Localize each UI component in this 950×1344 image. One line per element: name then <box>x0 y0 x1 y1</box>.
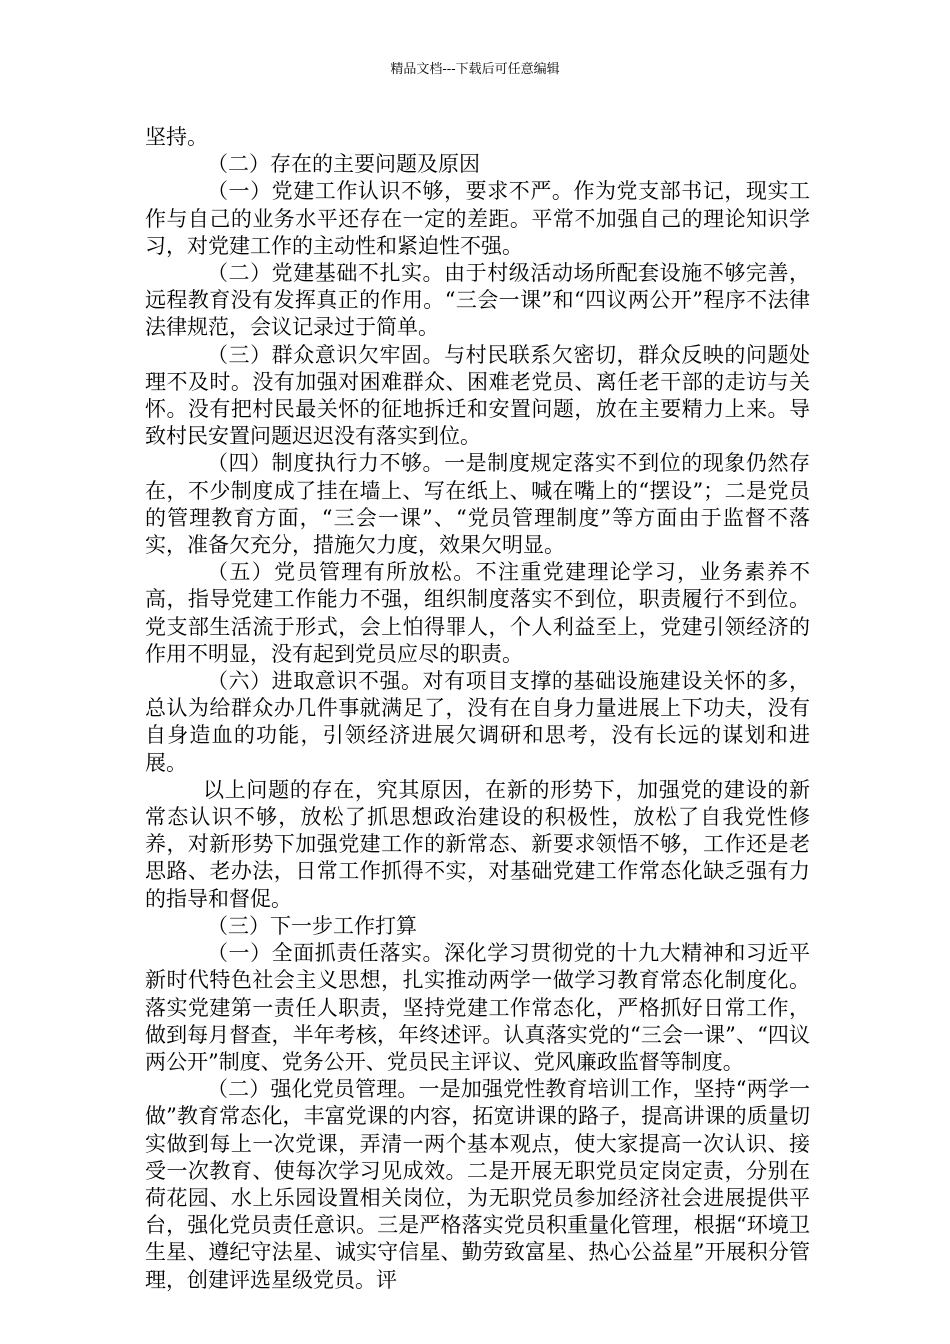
paragraph-plan-2: （二）强化党员管理。一是加强党性教育培训工作，坚持“两学一做”教育常态化，丰富党课的内容，拓宽讲课的路子，提高讲课的质量切实做到每上一次党课，弄清一两个基本观点，使大家提高一次认识、接受一次教育、使每次学习见成效。二是开展无职党员定岗定责，分别在荷花园、水上乐园设置相关岗位，为无职党员参加经济社会进展提供平台，强化党员责任意识。三是严格落实党员积重量化管理，根据“环境卫生星、遵纪守法星、诚实守信星、勤劳致富星、热心公益星”开展积分管理，创建评选星级党员。评 <box>145 1077 810 1292</box>
paragraph-problem-3: （三）群众意识欠牢固。与村民联系欠密切，群众反映的问题处理不及时。没有加强对困难群众、困难老党员、离任老干部的走访与关怀。没有把村民最关怀的征地拆迁和安置问题，放在主要精力上来。导致村民安置问题迟迟没有落实到位。 <box>145 342 810 449</box>
paragraph-problem-2: （二）党建基础不扎实。由于村级活动场所配套设施不够完善，远程教育没有发挥真正的作用。“三会一课”和“四议两公开”程序不法律法律规范，会议记录过于简单。 <box>145 261 810 340</box>
section-heading-problems: （二）存在的主要问题及原因 <box>207 152 480 177</box>
document-body <box>145 124 810 1294</box>
paragraph-plan-1: （一）全面抓责任落实。深化学习贯彻党的十九大精神和习近平新时代特色社会主义思想，扎实推动两学一做学习教育常态化制度化。落实党建第一责任人职责，坚持党建工作常态化，严格抓好日常工作，做到每月督查，半年考核，年终述评。认真落实党的“三会一课”、“四议两公开”制度、党务公开、党员民主评议、党风廉政监督等制度。 <box>145 941 810 1074</box>
paragraph-problem-1: （一）党建工作认识不够，要求不严。作为党支部书记，现实工作与自己的业务水平还存在一定的差距。平常不加强自己的理论知识学习，对党建工作的主动性和紧迫性不强。 <box>145 179 810 258</box>
paragraph-causes: 以上问题的存在，究其原因，在新的形势下，加强党的建设的新常态认识不够，放松了抓思想政治建设的积极性，放松了自我党性修养，对新形势下加强党建工作的新常态、新要求领悟不够，工作还是老思路、老办法，日常工作抓得不实，对基础党建工作常态化缺乏强有力的指导和督促。 <box>145 777 810 911</box>
paragraph-continuation: 坚持。 <box>145 125 208 149</box>
page-header: 精品文档---下载后可任意编辑 <box>390 62 560 77</box>
paragraph-problem-5: （五）党员管理有所放松。不注重党建理论学习，业务素养不高，指导党建工作能力不强，组织制度落实不到位，职责履行不到位。党支部生活流于形式，会上怕得罪人，个人利益至上，党建引领经济的作用不明显，没有起到党员应尽的职责。 <box>145 560 810 666</box>
paragraph-problem-4: （四）制度执行力不够。一是制度规定落实不到位的现象仍然存在，不少制度成了挂在墙上、写在纸上、喊在嘴上的“摆设”；二是党员的管理教育方面，“三会一课”、“党员管理制度”等方面由于监督不落实，准备欠充分，措施欠力度，效果欠明显。 <box>145 451 810 558</box>
section-heading-next-steps: （三）下一步工作打算 <box>207 913 417 938</box>
paragraph-problem-6: （六）进取意识不强。对有项目支撑的基础设施建设关怀的多，总认为给群众办几件事就满足了，没有在自身力量进展上下功夫，没有自身造血的功能，引领经济进展欠调研和思考，没有长远的谋划和进展。 <box>145 669 810 775</box>
